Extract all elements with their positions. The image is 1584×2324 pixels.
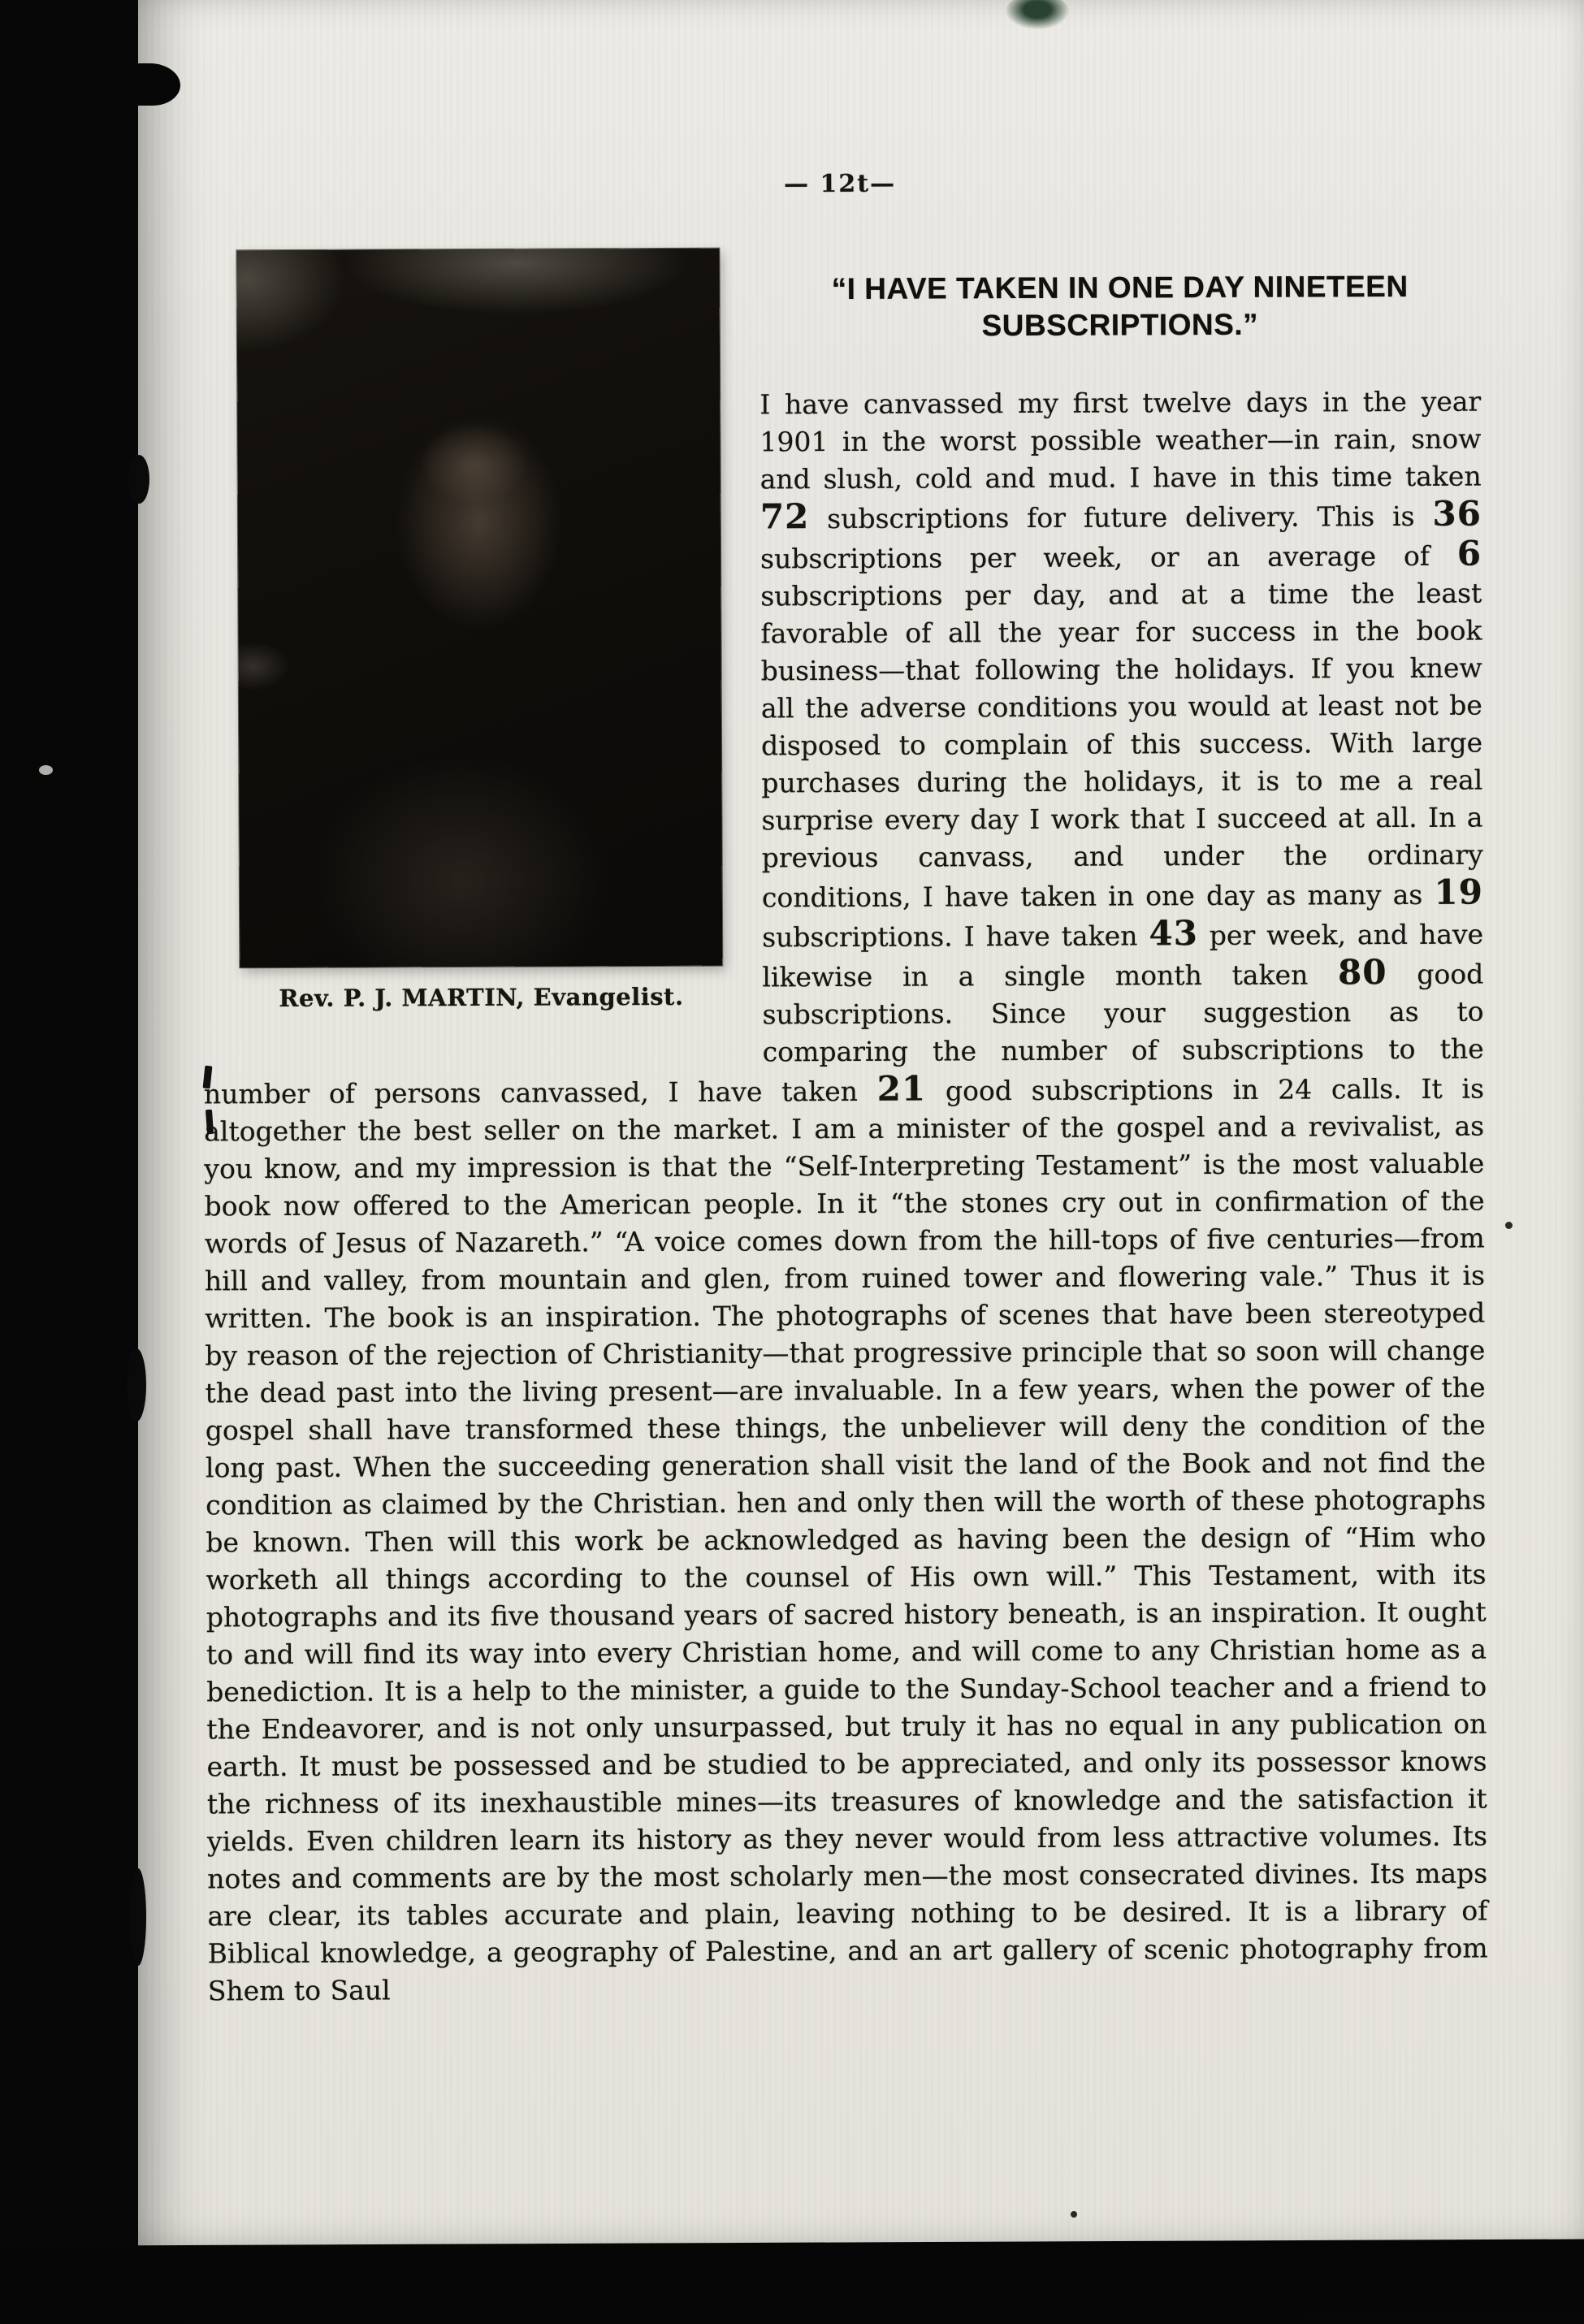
portrait-photo xyxy=(236,249,722,968)
scan-speck xyxy=(39,765,53,775)
article-heading-line2: SUBSCRIPTIONS.” xyxy=(981,307,1259,343)
scan-dot xyxy=(1505,1222,1513,1229)
scan-edge-bump xyxy=(127,1348,146,1422)
page-number: — 12t— xyxy=(783,169,897,199)
article-heading-line1: “I HAVE TAKEN IN ONE DAY NINETEEN xyxy=(831,269,1409,306)
page-content xyxy=(200,164,1488,2037)
scan-dot xyxy=(1071,2211,1077,2218)
body-paragraph: I have canvassed my first twelve days in the year 1901 in the worst possible weather—in rain, snow and slush, cold and mud. I have in this time taken 72 subscriptions for future delivery. This is 36 subscriptions per week, or an average of 6 subscriptions per day, and at a time the least favorable of all the year for success in the book business—that following the holidays. If you knew all the adverse conditions you would at least not be disposed to complain of this success. With large purchases during the holidays, it is to me a real surprise every day I work that I succeed at all. In a previous canvass, and under the ordinary conditions, I have taken in one day as many as 19 subscriptions. I have taken 43 per week, and have likewise in a single month taken 80 good subscriptions. Since your suggestion as to comparing the number of subscriptions to the number of persons canvassed, I have taken 21 good subscriptions in 24 calls. It is altogether the best seller on the market. I am a minister of the gospel and a revivalist, as you know, and my impression is that the “Self-Interpreting Testament” is the most valuable book now offered to the American people. In it “the stones cry out in confirmation of the words of Jesus of Nazareth.” “A voice comes down from the hill-tops of five centuries—from hill and valley, from mountain and glen, from ruined tower and flowering vale.” Thus it is written. The book is an inspiration. The photographs of scenes that have been stereotyped by reason of the rejection of Christianity—that progressive principle that so soon will change the dead past into the living present—are invaluable. In a few years, when the power of the gospel shall have transformed these things, the unbeliever will deny the condition of the long past. When the succeeding generation shall visit the land of the Book and not find the condition as claimed by the Christian. hen and only then will the worth of these photographs be known. Then will this work be acknowledged as having been the design of “Him who worketh all things according to the counsel of His own will.” This Testament, with its photographs and its five thousand years of sacred history beneath, is an inspiration. It ought to and will find its way into every Christian home, and will come to any Christian home as a benediction. It is a help to the minister, a guide to the Sunday-School teacher and a friend to the Endeavorer, and is not only unsurpassed, but truly it has no equal in any publication on earth. It must be possessed and be studied to be appreciated, and only its possessor knows the richness of its inexhaustible mines—its treasures of knowledge and the satisfaction it yields. Even children learn its history as they never would from less attractive volumes. Its notes and comments are by the most scholarly men—the most consecrated divines. Its maps are clear, its tables accurate and plain, leaving nothing to be desired. It is a library of Biblical knowledge, a geography of Palestine, and an art gallery of scenic photography from Shem to Saul xyxy=(203,385,1488,2007)
portrait-block xyxy=(236,249,722,1015)
scan-edge-bump xyxy=(128,455,149,504)
scan-edge-notch xyxy=(122,63,180,106)
scan-bottom-edge xyxy=(0,2239,1584,2324)
scan-edge-bump xyxy=(130,1868,146,1966)
photo-caption: Rev. P. J. MARTIN, Evangelist. xyxy=(279,982,684,1013)
